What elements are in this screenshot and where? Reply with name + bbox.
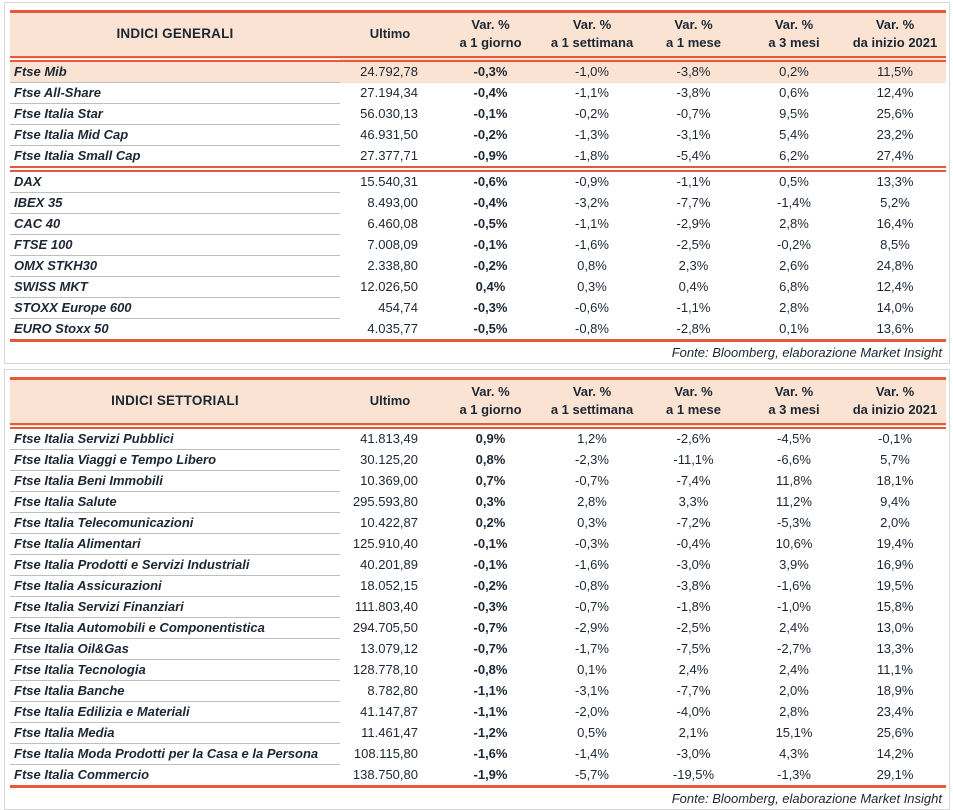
value-cell: 11,2% bbox=[776, 494, 812, 509]
column-header: Var. % a 1 giorno bbox=[440, 12, 541, 60]
value-cell: 2,8% bbox=[779, 216, 809, 231]
table-row bbox=[10, 146, 946, 170]
general-indices-panel bbox=[4, 2, 950, 364]
value-cell: 27.377,71 bbox=[340, 146, 440, 170]
value-cell: 2,0% bbox=[779, 683, 809, 698]
table-header-row bbox=[10, 379, 946, 427]
value-cell: -0,2% bbox=[575, 106, 609, 121]
value-cell: 2,4% bbox=[678, 662, 709, 677]
value-cell: -0,7% bbox=[473, 641, 508, 656]
table-row bbox=[10, 702, 946, 723]
table-row bbox=[10, 59, 946, 83]
value-cell: 25,6% bbox=[876, 106, 914, 121]
table-row bbox=[10, 471, 946, 492]
value-cell: 125.910,40 bbox=[352, 536, 418, 551]
value-cell: -0,2% bbox=[473, 258, 508, 273]
value-cell: 10.422,87 bbox=[360, 515, 418, 530]
table-row bbox=[10, 104, 946, 125]
value-cell: -7,2% bbox=[676, 515, 711, 530]
index-name-cell: Ftse Italia Assicurazioni bbox=[10, 576, 340, 597]
table-row bbox=[10, 723, 946, 744]
value-cell: 1,2% bbox=[577, 431, 607, 447]
value-cell: 0,3% bbox=[577, 515, 607, 530]
value-cell: -0,6% bbox=[473, 174, 508, 190]
table-row bbox=[10, 319, 946, 341]
value-cell: -3,8% bbox=[643, 59, 744, 83]
value-cell: 11,5% bbox=[844, 59, 946, 83]
value-cell: -0,2% bbox=[473, 127, 508, 142]
value-cell: 15,8% bbox=[876, 599, 914, 614]
value-cell: 9,4% bbox=[880, 494, 910, 509]
value-cell: -1,1% bbox=[473, 683, 508, 698]
value-cell: 27.194,34 bbox=[360, 85, 418, 100]
value-cell: -3,8% bbox=[676, 578, 711, 593]
value-cell: 2,1% bbox=[678, 725, 709, 740]
value-cell: 19,5% bbox=[876, 578, 914, 593]
value-cell: 0,1% bbox=[577, 662, 607, 677]
index-name-cell: Ftse Italia Oil&Gas bbox=[10, 639, 340, 660]
table-row bbox=[10, 193, 946, 214]
table-row bbox=[10, 681, 946, 702]
value-cell: -6,6% bbox=[777, 452, 811, 467]
value-cell: 0,9% bbox=[475, 431, 506, 447]
value-cell: -7,4% bbox=[676, 473, 711, 488]
value-cell: 0,5% bbox=[577, 725, 607, 740]
value-cell: -1,0% bbox=[541, 59, 643, 83]
value-cell: 8.782,80 bbox=[367, 683, 418, 698]
value-cell: -0,8% bbox=[575, 320, 609, 336]
value-cell: 2,3% bbox=[678, 258, 709, 273]
value-cell: 56.030,13 bbox=[360, 106, 418, 121]
index-name-cell: OMX STKH30 bbox=[10, 256, 340, 277]
value-cell: 2.338,80 bbox=[367, 258, 418, 273]
table-row bbox=[10, 298, 946, 319]
column-header: Var. % a 1 settimana bbox=[541, 12, 643, 60]
value-cell: -3,2% bbox=[575, 195, 609, 210]
value-cell: -1,8% bbox=[676, 599, 711, 614]
value-cell: -3,0% bbox=[676, 746, 711, 761]
value-cell: 6.460,08 bbox=[367, 216, 418, 231]
index-name-cell: Ftse Italia Beni Immobili bbox=[10, 471, 340, 492]
value-cell: 13,3% bbox=[876, 174, 914, 190]
value-cell: 27,4% bbox=[844, 146, 946, 170]
value-cell: -1,4% bbox=[777, 195, 811, 210]
value-cell: 295.593,80 bbox=[352, 494, 418, 509]
value-cell: 12,4% bbox=[876, 85, 914, 100]
value-cell: -2,9% bbox=[676, 216, 711, 231]
index-name-cell: IBEX 35 bbox=[10, 193, 340, 214]
value-cell: 0,5% bbox=[779, 174, 809, 190]
value-cell: 23,2% bbox=[876, 127, 914, 142]
value-cell: -1,6% bbox=[473, 746, 508, 761]
value-cell: -2,0% bbox=[575, 704, 609, 719]
table-row bbox=[10, 765, 946, 787]
source-note: Fonte: Bloomberg, elaborazione Market Insight bbox=[671, 791, 942, 806]
table-title: INDICI GENERALI bbox=[10, 12, 340, 60]
value-cell: 5,4% bbox=[779, 127, 809, 142]
index-name-cell: Ftse Italia Alimentari bbox=[10, 534, 340, 555]
value-cell: -0,7% bbox=[676, 106, 711, 121]
index-name-cell: Ftse Italia Prodotti e Servizi Industriali bbox=[10, 555, 340, 576]
value-cell: -0,1% bbox=[473, 106, 508, 121]
value-cell: -0,1% bbox=[473, 557, 508, 572]
value-cell: -0,4% bbox=[676, 536, 711, 551]
value-cell: -1,0% bbox=[777, 599, 811, 614]
value-cell: 7.008,09 bbox=[367, 237, 418, 252]
column-header: Var. % a 3 mesi bbox=[744, 12, 844, 60]
value-cell: 0,4% bbox=[475, 279, 506, 294]
value-cell: 111.803,40 bbox=[354, 599, 418, 614]
value-cell: 3,3% bbox=[678, 494, 709, 509]
value-cell: 4.035,77 bbox=[367, 320, 418, 336]
value-cell: 25,6% bbox=[876, 725, 914, 740]
value-cell: 15.540,31 bbox=[360, 174, 418, 190]
value-cell: 0,2% bbox=[744, 59, 844, 83]
value-cell: 12,4% bbox=[876, 279, 914, 294]
value-cell: 13,3% bbox=[876, 641, 914, 656]
table-row bbox=[10, 492, 946, 513]
value-cell: -1,1% bbox=[473, 704, 508, 719]
table-row bbox=[10, 639, 946, 660]
value-cell: -1,6% bbox=[777, 578, 811, 593]
value-cell: 11,8% bbox=[776, 473, 812, 488]
value-cell: 13,0% bbox=[876, 620, 914, 635]
value-cell: 2,8% bbox=[779, 704, 809, 719]
value-cell: -4,0% bbox=[676, 704, 711, 719]
sector-indices-panel bbox=[4, 369, 950, 810]
value-cell: 13.079,12 bbox=[360, 641, 418, 656]
value-cell: 0,6% bbox=[779, 85, 809, 100]
value-cell: 12.026,50 bbox=[360, 279, 418, 294]
value-cell: 41.813,49 bbox=[360, 431, 418, 447]
table-row bbox=[10, 555, 946, 576]
value-cell: 0,4% bbox=[678, 279, 709, 294]
table-row bbox=[10, 513, 946, 534]
value-cell: -19,5% bbox=[672, 766, 715, 782]
value-cell: -0,8% bbox=[575, 578, 609, 593]
value-cell: -7,7% bbox=[676, 195, 711, 210]
table-row bbox=[10, 660, 946, 681]
value-cell: -1,1% bbox=[676, 300, 711, 315]
value-cell: 6,2% bbox=[744, 146, 844, 170]
index-name-cell: STOXX Europe 600 bbox=[10, 298, 340, 319]
column-header: Var. % a 1 mese bbox=[643, 379, 744, 427]
index-name-cell: Ftse Italia Servizi Pubblici bbox=[10, 426, 340, 450]
value-cell: -1,2% bbox=[473, 725, 508, 740]
value-cell: 9,5% bbox=[779, 106, 809, 121]
value-cell: -7,7% bbox=[676, 683, 711, 698]
value-cell: -2,9% bbox=[575, 620, 609, 635]
value-cell: 11,1% bbox=[877, 662, 913, 677]
value-cell: -0,9% bbox=[440, 146, 541, 170]
value-cell: -2,5% bbox=[676, 237, 711, 252]
index-name-cell: EURO Stoxx 50 bbox=[14, 321, 109, 336]
table-row bbox=[10, 256, 946, 277]
value-cell: 8,5% bbox=[880, 237, 910, 252]
value-cell: -0,3% bbox=[473, 599, 508, 614]
value-cell: -1,3% bbox=[575, 127, 609, 142]
value-cell: -0,9% bbox=[575, 174, 609, 190]
value-cell: 24,8% bbox=[876, 258, 914, 273]
index-name-cell: SWISS MKT bbox=[10, 277, 340, 298]
table-row bbox=[10, 83, 946, 104]
column-header: Var. % a 1 mese bbox=[643, 12, 744, 60]
value-cell: -0,4% bbox=[473, 85, 508, 100]
value-cell: 5,2% bbox=[880, 195, 910, 210]
value-cell: -1,6% bbox=[575, 557, 609, 572]
value-cell: 15,1% bbox=[775, 725, 813, 740]
value-cell: 13,6% bbox=[876, 320, 914, 336]
value-cell: -2,6% bbox=[676, 431, 711, 447]
value-cell: 0,1% bbox=[779, 320, 809, 336]
value-cell: -1,3% bbox=[777, 766, 811, 782]
value-cell: -1,4% bbox=[575, 746, 609, 761]
value-cell: -3,1% bbox=[575, 683, 609, 698]
value-cell: -0,5% bbox=[473, 320, 508, 336]
table-row bbox=[10, 214, 946, 235]
value-cell: 128.778,10 bbox=[352, 662, 418, 677]
index-name-cell: Ftse Italia Moda Prodotti per la Casa e la Persona bbox=[10, 744, 340, 765]
value-cell: -0,1% bbox=[473, 237, 508, 252]
value-cell: 41.147,87 bbox=[360, 704, 418, 719]
sector-indices-table bbox=[10, 377, 946, 788]
value-cell: 294.705,50 bbox=[352, 620, 418, 635]
value-cell: 138.750,80 bbox=[352, 766, 418, 782]
value-cell: -1,8% bbox=[541, 146, 643, 170]
value-cell: 3,9% bbox=[779, 557, 809, 572]
value-cell: 2,6% bbox=[779, 258, 809, 273]
index-name-cell: Ftse Italia Servizi Finanziari bbox=[10, 597, 340, 618]
value-cell: -5,3% bbox=[777, 515, 811, 530]
source-note: Fonte: Bloomberg, elaborazione Market Insight bbox=[671, 345, 942, 360]
table-row bbox=[10, 125, 946, 146]
table-row bbox=[10, 534, 946, 555]
value-cell: -0,8% bbox=[473, 662, 508, 677]
value-cell: -0,7% bbox=[473, 620, 508, 635]
table-row bbox=[10, 576, 946, 597]
value-cell: -2,8% bbox=[676, 320, 711, 336]
value-cell: -4,5% bbox=[777, 431, 811, 447]
value-cell: -11,1% bbox=[673, 452, 714, 467]
value-cell: -1,1% bbox=[676, 174, 711, 190]
index-name-cell: Ftse Italia Media bbox=[10, 723, 340, 744]
value-cell: 108.115,80 bbox=[353, 746, 418, 761]
index-name-cell: Ftse Italia Small Cap bbox=[10, 146, 340, 170]
value-cell: 18,1% bbox=[876, 473, 914, 488]
value-cell: 24.792,78 bbox=[340, 59, 440, 83]
value-cell: -0,2% bbox=[777, 237, 811, 252]
value-cell: 14,2% bbox=[876, 746, 914, 761]
value-cell: 5,7% bbox=[880, 452, 910, 467]
value-cell: 0,3% bbox=[475, 494, 506, 509]
value-cell: 18.052,15 bbox=[360, 578, 418, 593]
value-cell: -7,5% bbox=[676, 641, 711, 656]
index-name-cell: DAX bbox=[10, 169, 340, 193]
value-cell: 10,6% bbox=[775, 536, 813, 551]
value-cell: 0,7% bbox=[475, 473, 506, 488]
index-name-cell: Ftse Italia Automobili e Componentistica bbox=[10, 618, 340, 639]
column-header: Var. % a 3 mesi bbox=[744, 379, 844, 427]
value-cell: -0,2% bbox=[473, 578, 508, 593]
value-cell: -3,8% bbox=[676, 85, 711, 100]
value-cell: 16,4% bbox=[876, 216, 914, 231]
index-name-cell: Ftse Italia Commercio bbox=[14, 767, 150, 782]
column-header: Var. % da inizio 2021 bbox=[844, 12, 946, 60]
value-cell: -2,7% bbox=[777, 641, 811, 656]
index-name-cell: Ftse Italia Tecnologia bbox=[10, 660, 340, 681]
value-cell: 23,4% bbox=[876, 704, 914, 719]
index-name-cell: Ftse Italia Salute bbox=[10, 492, 340, 513]
value-cell: -0,5% bbox=[473, 216, 508, 231]
value-cell: -0,4% bbox=[473, 195, 508, 210]
value-cell: 30.125,20 bbox=[360, 452, 418, 467]
index-name-cell: FTSE 100 bbox=[10, 235, 340, 256]
value-cell: -0,7% bbox=[575, 473, 609, 488]
value-cell: 2,4% bbox=[779, 620, 809, 635]
value-cell: 2,4% bbox=[779, 662, 809, 677]
value-cell: -1,7% bbox=[575, 641, 609, 656]
table-row bbox=[10, 426, 946, 450]
value-cell: -0,6% bbox=[575, 300, 609, 315]
value-cell: -1,1% bbox=[575, 85, 609, 100]
value-cell: 18,9% bbox=[876, 683, 914, 698]
value-cell: -1,1% bbox=[575, 216, 609, 231]
table-header-row bbox=[10, 12, 946, 60]
value-cell: 46.931,50 bbox=[360, 127, 418, 142]
value-cell: -0,1% bbox=[878, 431, 912, 447]
table-row bbox=[10, 618, 946, 639]
value-cell: 14,0% bbox=[876, 300, 914, 315]
value-cell: -2,3% bbox=[575, 452, 609, 467]
column-header: Ultimo bbox=[340, 379, 440, 427]
value-cell: -1,9% bbox=[473, 766, 508, 782]
table-row bbox=[10, 744, 946, 765]
value-cell: 2,0% bbox=[880, 515, 910, 530]
value-cell: -0,7% bbox=[575, 599, 609, 614]
table-row bbox=[10, 277, 946, 298]
index-name-cell: Ftse Italia Mid Cap bbox=[10, 125, 340, 146]
column-header: Var. % a 1 settimana bbox=[541, 379, 643, 427]
index-name-cell: Ftse Italia Banche bbox=[10, 681, 340, 702]
index-name-cell: Ftse All-Share bbox=[10, 83, 340, 104]
value-cell: 454,74 bbox=[378, 300, 418, 315]
value-cell: -3,1% bbox=[676, 127, 711, 142]
value-cell: -2,5% bbox=[676, 620, 711, 635]
value-cell: 19,4% bbox=[876, 536, 914, 551]
column-header: Var. % a 1 giorno bbox=[440, 379, 541, 427]
value-cell: 2,8% bbox=[577, 494, 607, 509]
index-name-cell: Ftse Italia Star bbox=[10, 104, 340, 125]
value-cell: -5,4% bbox=[643, 146, 744, 170]
value-cell: -5,7% bbox=[575, 766, 609, 782]
table-row bbox=[10, 169, 946, 193]
column-header: Ultimo bbox=[340, 12, 440, 60]
column-header: Var. % da inizio 2021 bbox=[844, 379, 946, 427]
value-cell: -1,6% bbox=[575, 237, 609, 252]
index-name-cell: CAC 40 bbox=[10, 214, 340, 235]
index-name-cell: Ftse Italia Telecomunicazioni bbox=[10, 513, 340, 534]
value-cell: 2,8% bbox=[779, 300, 809, 315]
value-cell: 40.201,89 bbox=[360, 557, 418, 572]
value-cell: 0,8% bbox=[577, 258, 607, 273]
value-cell: 10.369,00 bbox=[360, 473, 418, 488]
value-cell: 4,3% bbox=[779, 746, 809, 761]
value-cell: -0,1% bbox=[473, 536, 508, 551]
value-cell: -0,3% bbox=[473, 300, 508, 315]
table-row bbox=[10, 235, 946, 256]
value-cell: 0,2% bbox=[475, 515, 506, 530]
index-name-cell: Ftse Mib bbox=[10, 59, 340, 83]
value-cell: 0,8% bbox=[475, 452, 506, 467]
value-cell: 11.461,47 bbox=[361, 725, 418, 740]
value-cell: -0,3% bbox=[440, 59, 541, 83]
general-indices-table bbox=[10, 10, 946, 342]
value-cell: 16,9% bbox=[876, 557, 914, 572]
table-title: INDICI SETTORIALI bbox=[10, 379, 340, 427]
table-row bbox=[10, 597, 946, 618]
value-cell: 8.493,00 bbox=[367, 195, 418, 210]
value-cell: 6,8% bbox=[779, 279, 809, 294]
value-cell: 0,3% bbox=[577, 279, 607, 294]
value-cell: -0,3% bbox=[575, 536, 609, 551]
table-row bbox=[10, 450, 946, 471]
value-cell: -3,0% bbox=[676, 557, 711, 572]
index-name-cell: Ftse Italia Edilizia e Materiali bbox=[10, 702, 340, 723]
value-cell: 29,1% bbox=[876, 766, 914, 782]
index-name-cell: Ftse Italia Viaggi e Tempo Libero bbox=[10, 450, 340, 471]
